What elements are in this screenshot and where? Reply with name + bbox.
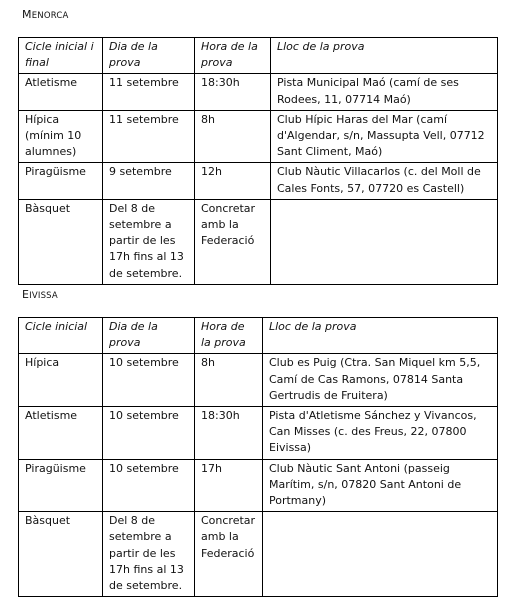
cell xyxy=(271,199,498,284)
section-title-initial: M xyxy=(22,8,32,21)
cell: 8h xyxy=(195,110,271,163)
cell: 17h xyxy=(195,459,263,512)
header-cell: Dia de la prova xyxy=(103,318,195,354)
table-header-row xyxy=(19,38,498,74)
cell: 18:30h xyxy=(195,74,271,110)
header-cell: Hora de la prova xyxy=(195,318,263,354)
cell: Club Nàutic Sant Antoni (passeig Marítim, s/n, 07820 Sant Antoni de Portmany) xyxy=(263,459,498,512)
table-row xyxy=(19,407,498,460)
cell: Piragüisme xyxy=(19,163,103,199)
cell: Bàsquet xyxy=(19,199,103,284)
cell: Club es Puig (Ctra. San Miquel km 5,5, Camí de Cas Ramons, 07814 Santa Gertrudis de Fruitera) xyxy=(263,354,498,407)
cell: Del 8 de setembre a partir de les 17h fins al 13 de setembre. xyxy=(103,512,195,597)
cell: 12h xyxy=(195,163,271,199)
header-cell: Cicle inicial xyxy=(19,318,103,354)
cell: Club Nàutic Villacarlos (c. del Moll de Cales Fonts, 57, 07720 es Castell) xyxy=(271,163,498,199)
cell: 9 setembre xyxy=(103,163,195,199)
table-row xyxy=(19,512,498,597)
section-title-rest: IVISSA xyxy=(29,291,58,301)
cell: 8h xyxy=(195,354,263,407)
cell: 10 setembre xyxy=(103,354,195,407)
cell: 11 setembre xyxy=(103,110,195,163)
header-cell: Dia de la prova xyxy=(103,38,195,74)
cell: Concretar amb la Federació xyxy=(195,512,263,597)
cell xyxy=(263,512,498,597)
cell: 11 setembre xyxy=(103,74,195,110)
menorca-table xyxy=(18,37,498,285)
cell: Piragüisme xyxy=(19,459,103,512)
cell: Hípica xyxy=(19,354,103,407)
header-cell: Cicle inicial i final xyxy=(19,38,103,74)
table-row xyxy=(19,110,498,163)
cell: Club Hípic Haras del Mar (camí d'Algendar, s/n, Massupta Vell, 07712 Sant Climent, Maó) xyxy=(271,110,498,163)
cell: Del 8 de setembre a partir de les 17h fins al 13 de setembre. xyxy=(103,199,195,284)
table-header-row xyxy=(19,318,498,354)
cell: Pista d'Atletisme Sánchez y Vivancos, Can Misses (c. des Freus, 22, 07800 Eivissa) xyxy=(263,407,498,460)
table-row xyxy=(19,74,498,110)
header-cell: Lloc de la prova xyxy=(271,38,498,74)
table-row xyxy=(19,354,498,407)
cell: 10 setembre xyxy=(103,459,195,512)
section-title-rest: ENORCA xyxy=(31,11,69,21)
cell: Atletisme xyxy=(19,74,103,110)
header-cell: Hora de la prova xyxy=(195,38,271,74)
cell: Atletisme xyxy=(19,407,103,460)
cell: Pista Municipal Maó (camí de ses Rodees, 11, 07714 Maó) xyxy=(271,74,498,110)
cell: 10 setembre xyxy=(103,407,195,460)
section-title-initial: E xyxy=(22,288,30,301)
header-cell: Lloc de la prova xyxy=(263,318,498,354)
table-row xyxy=(19,199,498,284)
section-title-eivissa xyxy=(22,288,58,301)
section-title-menorca xyxy=(22,8,69,21)
cell: Hípica (mínim 10 alumnes) xyxy=(19,110,103,163)
cell: Bàsquet xyxy=(19,512,103,597)
cell: 18:30h xyxy=(195,407,263,460)
cell: Concretar amb la Federació xyxy=(195,199,271,284)
table-row xyxy=(19,163,498,199)
eivissa-table xyxy=(18,317,498,597)
table-row xyxy=(19,459,498,512)
